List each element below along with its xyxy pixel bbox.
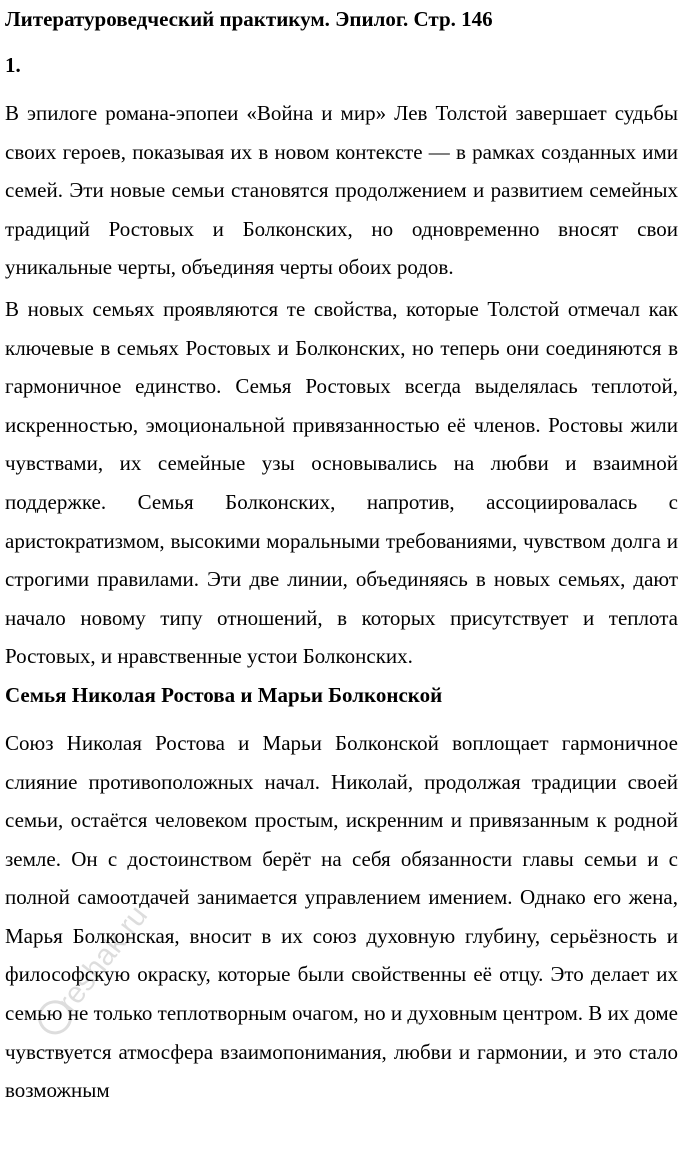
paragraph-section-1: Союз Николая Ростова и Марьи Болконской воплощает гармоничное слияние противоположных начал. Николай, продолжая традиции своей семьи, остаётся человеком простым, искренним и привязанным к родной земле. Он с достоинством берёт на себя обязанности главы семьи и с полной самоотдачей занимается управлением имением. Однако его жена, Марья Болконская, вносит в их союз духовную глубину, серьёзность и философскую окраску, которые были свойственны её отцу. Это делает их семью не только теплотворным очагом, но и духовным центром. В их доме чувствуется атмосфера взаимопонимания, любви и гармонии, и это стало возможным (5, 730, 678, 1103)
section-title: Семья Николая Ростова и Марьи Болконской (5, 682, 443, 707)
watermark-label: reshak.ru (51, 899, 155, 1019)
exercise-number: 1. (5, 53, 21, 77)
paragraph-intro-2: В новых семьях проявляются те свойства, которые Толстой отмечал как ключевые в семьях Ростовых и Болконских, но теперь они соединяются в гармоничное единство. Семья Ростовых всегда выделялась теплотой, искренностью, эмоциональной привязанностью её членов. Ростовы жили чувствами, их семейные узы основывались на любви и взаимной поддержке. Семья Болконских, напротив, ассоциировалась с аристократизмом, высокими моральными требованиями, чувством долга и строгими правилами. Эти две линии, объединяясь в новых семьях, дают начало новому типу отношений, в которых присутствует и теплота Ростовых, и нравственные устои Болконских. (5, 296, 678, 669)
paragraph-intro-1: В эпилоге романа-эпопеи «Война и мир» Лев Толстой завершает судьбы своих героев, показывая их в новом контексте — в рамках созданных ими семей. Эти новые семьи становятся продолжением и развитием семейных традиций Ростовых и Болконских, но одновременно вносят свои уникальные черты, объединяя черты обоих родов. (5, 101, 678, 280)
page-title: Литературоведческий практикум. Эпилог. Стр. 146 (5, 7, 493, 31)
